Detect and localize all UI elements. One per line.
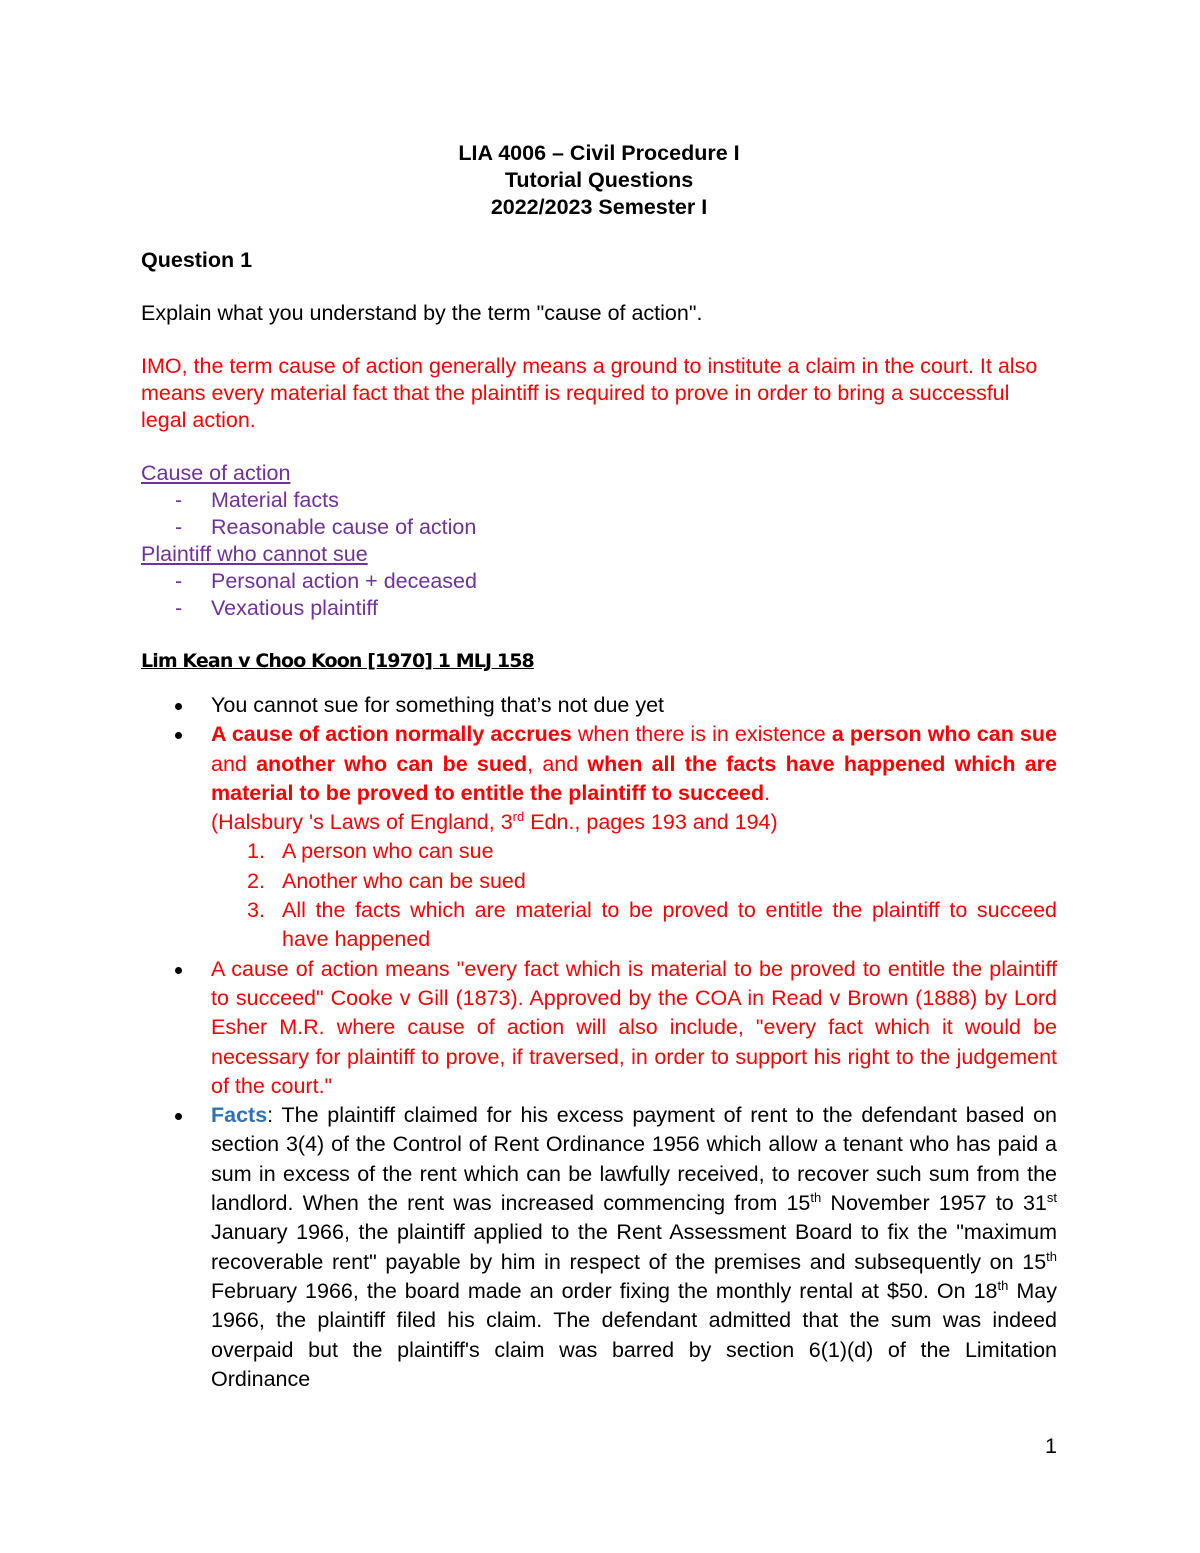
- bold-text: A cause of action normally accrues: [211, 722, 572, 747]
- outline-list-2: [141, 568, 1057, 622]
- text: when there is in existence: [571, 722, 832, 747]
- bullet-item: [141, 720, 1057, 954]
- outline-item: - Vexatious plaintiff: [141, 595, 1057, 622]
- page-number: 1: [1045, 1434, 1057, 1458]
- outline-item: - Material facts: [141, 487, 1057, 514]
- case-title: Lim Kean v Choo Koon [1970] 1 MLJ 158: [141, 650, 534, 672]
- item-text: A person who can sue: [282, 839, 494, 864]
- title-course: LIA 4006 – Civil Procedure I: [458, 141, 740, 165]
- facts-sup: th: [1046, 1248, 1057, 1264]
- bullet-text: You cannot sue for something that’s not due yet: [211, 693, 665, 717]
- text: .: [764, 780, 771, 805]
- item-text: All the facts which are material to be proved to entitle the plaintiff to succeed have happened: [282, 898, 1057, 952]
- numbered-item: [141, 867, 1057, 896]
- citation-text: (Halsbury 's Laws of England, 3: [211, 810, 513, 835]
- title-semester: 2022/2023 Semester I: [490, 195, 708, 219]
- facts-text: May 1966, the plaintiff filed his claim. The defendant admitted that the sum was indeed overpaid but the plaintiff's claim was barred by section 6(1)(d) of the Limitation Ordinance: [211, 1278, 1057, 1391]
- outline-list-1: [141, 487, 1057, 541]
- facts-label: Facts: [211, 1103, 268, 1128]
- citation-sup: rd: [512, 809, 525, 825]
- numbered-list: [211, 837, 1057, 954]
- outline: [141, 460, 1057, 622]
- citation-text: Edn., pages 193 and 194): [524, 810, 778, 835]
- facts-text: January 1966, the plaintiff applied to the Rent Assessment Board to fix the "maximum recoverable rent" payable by him in respect of the premises and subsequently on 15: [211, 1220, 1057, 1274]
- facts-text: : The plaintiff claimed for his excess payment of rent to the defendant based on section 3(4) of the Control of Rent Ordinance 1956 which allow a tenant who has paid a sum in excess of the rent which can be lawfully received, to recover such sum from the landlord. When the rent was increased commencing from 15: [211, 1103, 1057, 1216]
- facts-sup: th: [810, 1189, 822, 1205]
- facts-text: November 1957 to 31: [821, 1191, 1047, 1216]
- case-bullets: [141, 691, 1057, 1394]
- document-page: [141, 140, 1057, 1394]
- bold-text: another who can be sued: [256, 751, 528, 776]
- text: and: [211, 751, 257, 776]
- item-number: 3.: [247, 898, 265, 923]
- question-heading: Question 1: [141, 248, 253, 272]
- bullet-text: A cause of action means "every fact which is material to be proved to entitle the plaintiff to succeed" Cooke v Gill (1873). Approved by the COA in Read v Brown (1888) by Lord Esher M.R. where cause of action will also include, "every fact which it would be necessary for plaintiff to prove, if traversed, in order to support his right to the judgement of the court.": [211, 956, 1057, 1098]
- item-number: 1.: [247, 839, 265, 864]
- item-number: 2.: [247, 868, 265, 893]
- answer-paragraph: IMO, the term cause of action generally means a ground to institute a claim in the court. It also means every material fact that the plaintiff is required to prove in order to bring a successful legal action.: [141, 354, 1038, 432]
- numbered-item: [141, 837, 1057, 866]
- facts-sup: st: [1046, 1189, 1057, 1205]
- outline-item: - Personal action + deceased: [141, 568, 1057, 595]
- outline-link-cause-of-action[interactable]: Cause of action: [141, 461, 291, 485]
- outline-item: - Reasonable cause of action: [141, 514, 1057, 541]
- text: , and: [527, 751, 588, 776]
- question-prompt: Explain what you understand by the term "cause of action".: [141, 301, 703, 325]
- facts-text: February 1966, the board made an order fixing the monthly rental at $50. On 18: [211, 1278, 998, 1303]
- facts-sup: th: [997, 1277, 1009, 1293]
- doc-title: [141, 140, 1057, 221]
- item-text: Another who can be sued: [282, 868, 526, 893]
- outline-link-plaintiff-cannot-sue[interactable]: Plaintiff who cannot sue: [141, 542, 368, 566]
- bold-text: a person who can sue: [831, 722, 1057, 747]
- citation: [211, 808, 1057, 837]
- bullet-item: [141, 1101, 1057, 1394]
- bold-text: when all the facts have happened which are material to be proved to entitle the plaintiff to succeed: [211, 751, 1057, 805]
- bullet-item: [141, 691, 1057, 720]
- bullet-item: [141, 955, 1057, 1101]
- title-subtitle: Tutorial Questions: [504, 168, 694, 192]
- numbered-item: [141, 896, 1057, 955]
